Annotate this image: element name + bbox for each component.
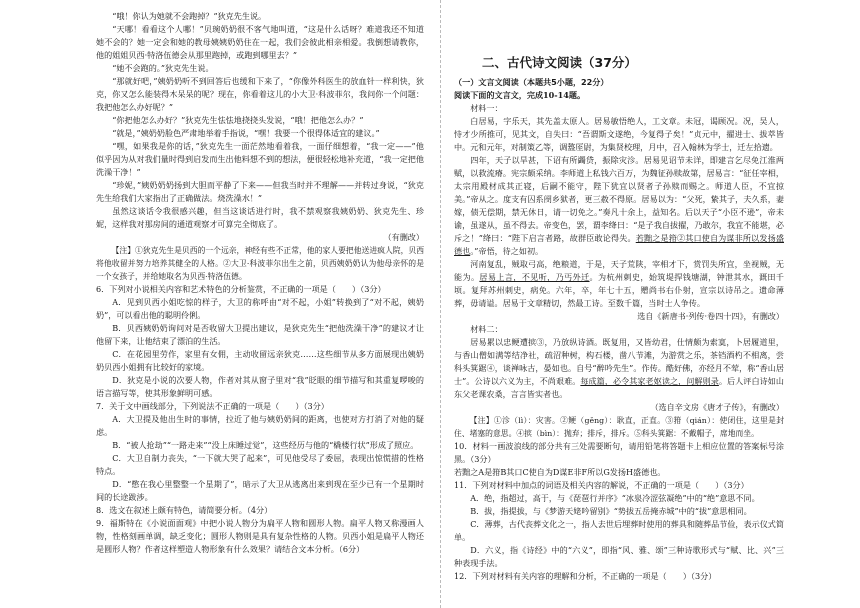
annotation-note: 【注】①狄克先生是贝西的一个远亲，神经有些不正常，他的家人要把他送进疯人院，贝西将他收留并努力培养其健全的人格。②大卫·科波菲尔出生之前，贝西姨奶奶认为他母亲怀的是一个女孩子，并给她取名为贝西·特洛伍德。 — [96, 246, 424, 281]
text-segment: 四年，天子以旱甚，下诏有所蠲贷，振除灾沴。居易见诏节未详，即建言乞尽免江淮两赋，以救流瘠。宪宗颇采纳。李师道上私钱六百万，为魏征孙赎故第，居易言：“征任宰相，太宗用殿材成其正寝，后嗣不能守，陛下犹宜以贤者子孙赎而赐之。师道人臣，不宜掠美。”帝从之。度支有囚系阌乡狱者，更三赦不得原。居易以为：“父死，絷其子，夫久系，妻嫁，债无偿期，禁无休日，请一切免之。”奏凡十余上，益知名。后以天子“小臣不逊”，帝未谕，虽遂从，虽不得去。帝变色，罢，谓李绛曰：“是子我自拔擢，乃敢尔，我宜不能堪，必斥之！”绛曰：“陛下启言者路，故群臣敢论得失。 — [454, 155, 784, 243]
story-paragraph: “珍妮，”姨奶奶奶扬到大胆而平静了下来——但我当时并不理解——并转过身说，“狄克先生给我们大家指出了正确做法。烧洗澡水！” — [96, 180, 424, 203]
story-paragraph: “她不会跑的。”狄克先生说。 — [112, 63, 214, 73]
option-11c: C．薄葬，古代丧葬文化之一，指人去世后埋葬时使用的葬具和随葬品节俭，表示仪式简单。 — [454, 519, 784, 542]
option-11b: B．拔，指提拔，与《梦游天姥吟留别》“势拔五岳掩赤城”中的“拔”意思相同。 — [470, 506, 752, 516]
option-7d: D．“憋在我心里整整一个星期了”，暗示了大卫从逃离出来到现在至少已有一个星期时间的长途跋涉。 — [96, 479, 424, 502]
story-paragraph: “你把他怎么办好？”狄克先生怯怯地挠挠头发说，“哦！把他怎么办？” — [112, 115, 364, 125]
material-paragraph — [454, 154, 784, 258]
left-column — [96, 10, 424, 602]
material-paragraph: 白居易，字乐天，其先盖太原人。居易敏悟绝人，工文章。未冠，谒顾况。况，吴人，恃才少所推可，见其文，自失曰：“吾谓斯文遂绝，今复得子矣！”贞元中，擢进士、拔萃皆中。元和元年，对制策乙等，调盩厔尉，为集贤校理，月中，召入翰林为学士，迁左拾遗。 — [454, 116, 784, 152]
subsection-title: （一）文言文阅读（本题共5小题，22分） — [454, 77, 609, 87]
option-7c: C．大卫自制力丧失，“一下就大哭了起来”，可见他受尽了委屈，表现出惊慌措的性格特点。 — [96, 453, 424, 476]
story-paragraph: “天哪！看看这个人哪！”贝琬奶奶很不客气地叫道，“这是什么话呀？难道我还不知道她不会的？她一定会和她的教母姨姨奶奶住在一起，我们会彼此相亲相爱。我倒想请教你，他的姐姐贝西·特洛伍德会从那里跑掉，或跑到哪里去？” — [96, 24, 424, 60]
story-paragraph: 虽然这谈话令我很感兴趣，但当这谈话进行时，我不禁观察我姨奶奶、狄克先生、珍妮，这样我对那房间的通道观察才可算完全彻底了。 — [96, 206, 424, 229]
option-6c: C．在花园里劳作，家里有女佣，主动收留远亲狄克……这些细节从多方面展现出姨奶奶贝西小姐拥有比较好的家境。 — [96, 349, 424, 372]
question-6: 6．下列对小说相关内容和艺术特色的分析鉴赏，不正确的一项是（ ）（3分） — [96, 284, 386, 294]
text-segment: 。”帝悟，待之如初。 — [470, 246, 544, 256]
option-11a: A．绝，指超过，高于，与《琵琶行并序》“冰泉冷涩弦凝绝”中的“绝”意思不同。 — [470, 493, 760, 503]
text-segment: 居易累以忠鲠遭摈③，乃放纵诗酒。既复用，又皆幼君，仕情颇为索寞，卜居履道里，与香山僧如满等结净社，疏沼种树，构石楼，凿八节滩，为游赏之乐，茶铛酒杓不相离，尝科头箕踞④，谈禅咏古，晏如也。自号“醉吟先生”。作传。酷好佛，亦经月不荤，称“香山居士”。公诗以六义为主，不尚艰难。 — [454, 337, 784, 386]
question-9: 9．福斯特在《小说面面观》中把小说人物分为扁平人物和圆形人物。扁平人物又称漫画人物，性格刻画单调，缺乏变化；圆形人物则是具有复杂性格的人物。贝西小姐是扁平人物还是圆形人物？作者这样塑造人物形象有什么效果？请结合文本分析。（6分） — [96, 518, 424, 554]
text-segment: 。后人评白诗如山东父老课农桑，言言皆实者也。 — [454, 376, 784, 399]
question-10: 10．材料一画波浪线的部分共有三处需要断句，请用铅笔将答题卡上相应位置的答案标号涂黑。（3分） — [454, 441, 784, 464]
reading-instruction: 阅读下面的文言文，完成10-14题。 — [454, 90, 586, 100]
wavy-underlined-segment: 若黜之是箝②其口使自为谋非所以发扬盛德也 — [454, 233, 784, 256]
story-paragraph: “哦！你认为她就不会跑掉？”狄克先生说。 — [112, 11, 267, 21]
material-1-label: 材料一： — [470, 103, 503, 113]
option-6d: D．狄克是小说的次要人物，作者对其从窗子里对“我”眨眼的细节描写和其重复啰唆的语言描写等，使其形象鲜明可感。 — [96, 375, 424, 398]
underlined-segment: 每成篇，必令其家老妪读之，问解则录 — [580, 376, 719, 386]
underlined-segment: 居易上言，不见听，乃丐外迁 — [479, 272, 590, 282]
text-segment: 。为杭州刺史，始筑堤捍钱塘湖，钟泄其水，溉田千顷。复拜苏州刺史，病免。六年，卒，年七十五，赠尚书右仆射，宣宗以诗吊之。遗命薄葬，毋请谥。居易于文章精切，然最工诗。至数千篇，当时士人争传。 — [454, 272, 784, 308]
question-8: 8．选文在叙述上颇有特色，请简要分析。（4分） — [96, 505, 273, 515]
option-7b: B．“被人抢劫”“一路走来”“没上床睡过觉”，这些经历与他的“橇楼行状”形成了照应。 — [112, 440, 419, 450]
right-column — [454, 10, 784, 602]
question-7: 7．关于文中画线部分，下列说法不正确的一项是（ ）（3分） — [96, 401, 329, 411]
question-12: 12．下列对材料有关内容的理解和分析，不正确的一项是（ ）（3分） — [454, 571, 717, 581]
question-11: 11．下列对材料中加点的词语及相关内容的解说，不正确的一项是（ ）（3分） — [454, 480, 749, 490]
annotation-note: 【注】①沴（lì）：灾害。②鲠（gěng）：耿直，正直。③箝（qián）：使闭住，这里是封住、堵塞的意思。④摈（bìn）：抛弃；排斥，排斥。⑤科头箕踞：不戴帽子，席地而坐。 — [454, 416, 784, 438]
option-7a: A．大卫提及他出生时的事情，拉近了他与姨奶奶间的距离，也使对方打消了对他的疑虑。 — [96, 414, 424, 437]
material-2-label: 材料二： — [470, 324, 503, 334]
text-segment: 河南复乱，贼取弓高，绝粮道，于是，天子荒陕，宰相才下，赏罚失所宜，坐视贼，无能为。 — [454, 259, 784, 282]
material-paragraph — [454, 336, 784, 401]
source-note: （选自辛文房《唐才子传》，有删改） — [650, 402, 784, 412]
option-11d: D．六义，指《诗经》中的“六义”，即指“风、雅、颂”三种诗歌形式与“赋、比、兴”三种表现手法。 — [454, 545, 784, 568]
story-paragraph: “那就好吧，”姨奶奶听不到回答后也缓和下来了，“你像外科医生的放血针一样利快，狄克，你又怎么能装得木呆呆的呢？现在，你看着这儿的小大卫·科波菲尔，我问你一个问题：我把他怎么办好呢？” — [96, 76, 424, 112]
material-paragraph — [454, 258, 784, 310]
option-6b: B．贝西姨奶奶询问对是否收留大卫提出建议，是狄克先生“把他洗澡干净”的建议才让他留下来，让他结束了漂泊的生活。 — [96, 323, 424, 346]
section-title: 二、古代诗文阅读（37分） — [482, 55, 637, 70]
story-paragraph: “就是，”姨奶奶脸色严肃地举着手指说，“嘿！我要一个很得体适宜的建议。” — [112, 128, 380, 138]
source-note: （有删改） — [383, 232, 424, 242]
question-10-sentence: 若黜之A是箝B其口C使自为D谋E非F所以G发扬H盛德也。 — [454, 467, 666, 477]
column-divider — [440, 0, 442, 608]
source-note: 选自《新唐书·列传·卷四十四》，有删改） — [637, 311, 784, 321]
option-6a: A．见到贝西小姐吃惊的样子，大卫的称呼由“对不起，小姐”转换到了“对不起，姨奶奶”，可以看出他的聪明伶俐。 — [96, 297, 424, 320]
story-paragraph: “嘿，如果我是你的话，”狄克先生一面茫然地看着我，一面仔细想着，“我一定——”他似乎因为从对我们量时得到启发而生出他料想不到的想法，便很轻松地补充道，“我一定把他洗澡干净！” — [96, 141, 424, 177]
